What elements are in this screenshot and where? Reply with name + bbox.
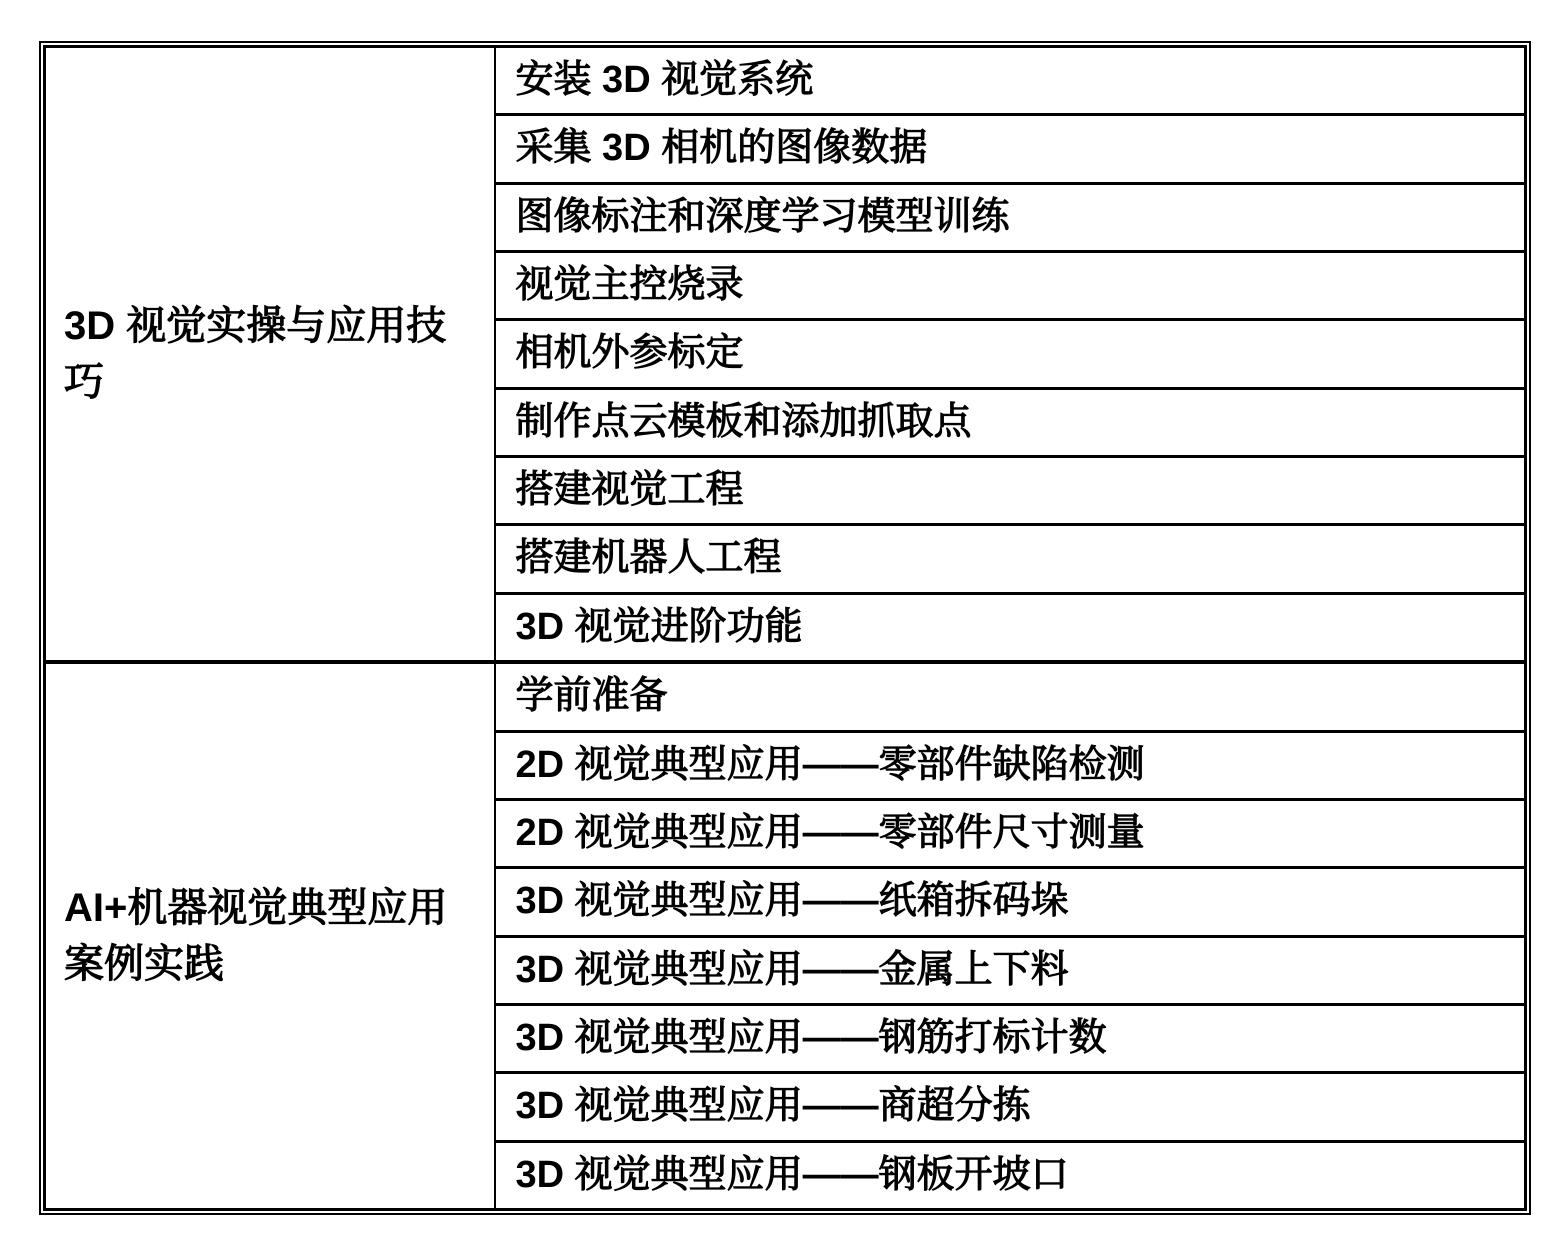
module-cell: 采集 3D 相机的图像数据 <box>495 115 1526 183</box>
module-cell: 3D 视觉典型应用——钢筋打标计数 <box>495 1005 1526 1073</box>
module-cell: 搭建机器人工程 <box>495 525 1526 593</box>
module-cell: 3D 视觉典型应用——钢板开坡口 <box>495 1141 1526 1209</box>
module-cell: 2D 视觉典型应用——零部件尺寸测量 <box>495 800 1526 868</box>
module-cell: 学前准备 <box>495 662 1526 731</box>
module-cell: 3D 视觉典型应用——商超分拣 <box>495 1073 1526 1141</box>
module-cell: 3D 视觉进阶功能 <box>495 593 1526 662</box>
module-cell: 2D 视觉典型应用——零部件缺陷检测 <box>495 731 1526 799</box>
module-cell: 安装 3D 视觉系统 <box>495 47 1526 115</box>
category-cell-ai-vision-cases: AI+机器视觉典型应用案例实践 <box>45 662 495 1209</box>
module-cell: 图像标注和深度学习模型训练 <box>495 183 1526 251</box>
course-table-border <box>39 41 1531 1215</box>
module-cell: 3D 视觉典型应用——纸箱拆码垛 <box>495 868 1526 936</box>
course-table <box>43 45 1527 1211</box>
module-cell: 视觉主控烧录 <box>495 251 1526 319</box>
table-row <box>45 47 1526 115</box>
table-row <box>45 662 1526 731</box>
module-cell: 3D 视觉典型应用——金属上下料 <box>495 936 1526 1004</box>
module-cell: 搭建视觉工程 <box>495 456 1526 524</box>
module-cell: 制作点云模板和添加抓取点 <box>495 388 1526 456</box>
module-cell: 相机外参标定 <box>495 320 1526 388</box>
category-cell-3d-vision-practice: 3D 视觉实操与应用技巧 <box>45 47 495 663</box>
